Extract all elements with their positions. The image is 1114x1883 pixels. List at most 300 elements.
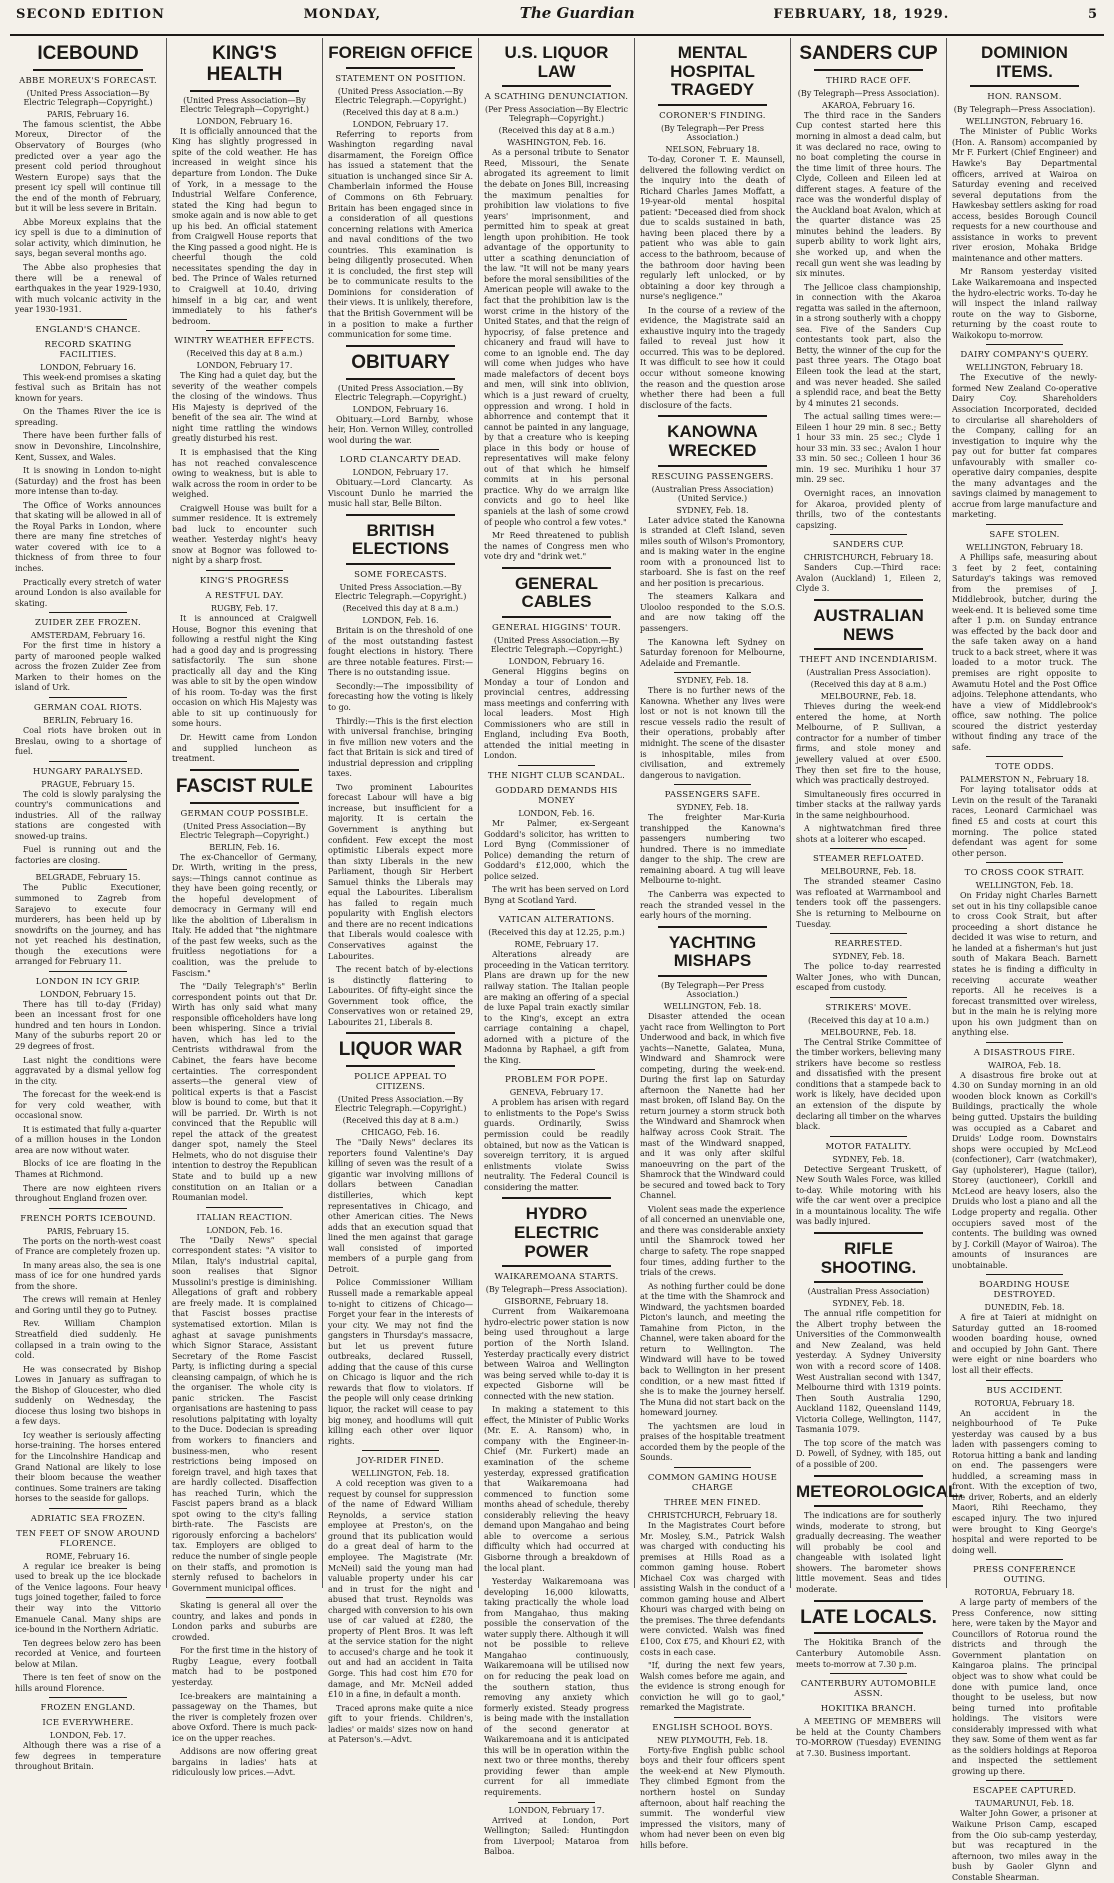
story-paragraph: Obituary.—Lord Barnby, whose heir, Hon. Vernon Willey, controlled wool during the war.: [328, 414, 473, 445]
section-rule: [502, 567, 611, 569]
section-rule: [658, 926, 767, 928]
story-paragraph: The Jellicoe class championship, in connection with the Akaroa regatta was sailed in the afternoon, in a strong southerly with a choppy sea. Five of the Sanders Cup contestants took part, also the Betty, the winner of the cup for the past three years. The Otago boat Eileen took the lead at the start, and was never headed. She sailed a splendid race, and beat the Betty by 4 minutes 21 seconds.: [796, 282, 941, 408]
story-paragraph: Two prominent Labourites forecast Labour will have a big increase, but insufficient for a majority. It is certain the Government is anything but confident. Few except the most optimistic Liberals expect more than sixty Liberals in the new Parliament, though Sir Herbert Samuel thinks the Liberals may equal the Labourites. Liberalism has failed to regain much popularity with English electors and there are no recent indications that Liberals would coalesce with Conservatives against the Labourites.: [328, 782, 473, 961]
story-divider: [986, 1380, 1063, 1381]
story-headline: FOREIGN OFFICE: [328, 43, 473, 62]
story-dateline: SYDNEY, Feb. 18.: [832, 1299, 905, 1309]
story-paragraph: The Minister of Public Works (Hon. A. Ransom) accompanied by Mr F. Furkert (Chief Engineer) and Hawke's Bay Departmental officers, arrived at Wairoa on Saturday evening and received several deputations from the Hawkesbay settlers asking for road access, besides Borough Council requests for a new courthouse and assistance in works to prevent river erosion, Mohaka Bridge maintenance and other matters.: [952, 127, 1097, 263]
story-dateline: PALMERSTON N., February 18.: [959, 775, 1090, 785]
story-paragraph: For laying totalisator odds at Levin on the result of the Taranaki races, Leonard Carmichael was fined £5 and costs at court this morning. The police stated defendant was agent for some other person.: [952, 785, 1097, 858]
masthead: [10, 4, 1104, 36]
story-dateline: LONDON, Feb. 16.: [362, 616, 439, 626]
story-paragraph: It is announced at Craigwell House, Bognor this evening that following a restful night the King had a good day and is progressing satisfactorily. The sun shone practically all day and the King was able to sit by the open window of his room. To-day was the first occasion on which His Majesty was able to sit up continuously for some hours.: [172, 614, 317, 729]
story-subheading: SAFE STOLEN.: [989, 529, 1060, 540]
story-dateline: TAUMARUNUI, Feb. 18.: [975, 1799, 1074, 1809]
story-dateline: LONDON, February 17.: [352, 119, 449, 129]
story-dateline: SYDNEY, Feb. 18.: [832, 1154, 905, 1164]
headline-rule: [658, 975, 767, 977]
headline-rule: [346, 378, 455, 380]
story-divider: [49, 869, 127, 870]
story-paragraph: It is officially announced that the King has slightly progressed in spite of the cold weather. He has increased in weight since his departure from London. The Duke of York, in a message to the Industrial Welfare Conference, stated the King had begun to smoke again and is now able to get up his bed. An official statement from Craigwell House reports that the King passed a good night. He is cheerful though the cold necessitates spending the day in bed. The Prince of Wales returned to Craigwell at 10.40, driving himself in a big car, and went immediately to his father's bedroom.: [172, 126, 317, 326]
story-dateline: PARIS, February 16.: [46, 109, 130, 119]
story-paragraph: A regular ice breaker is being used to break up the ice blockade of the Venice lagoons. Four heavy tugs joined together, failed to force their way into the Vittorio Emanuele Canal. Many ships are ice-bound in the Northern Adriatic.: [15, 1561, 161, 1635]
story-headline: RIFLE SHOOTING.: [820, 1238, 917, 1277]
headline-rule: [814, 1505, 923, 1507]
wire-credit: (United Press Association—By Electric Telegraph—Copyright.): [179, 95, 310, 114]
story-paragraph: Current from Waikaremoana hydro-electric power station is now being used throughout a large portion of the North Island. Yesterday practically every district between Wairoa and Wellington was being served while to-day it is expected Gisborne will be connected with the new station.: [484, 1307, 629, 1401]
story-subheading: SOME FORECASTS.: [354, 570, 447, 581]
story-paragraph: The Abbe also prophesies that there will be a renewal of earthquakes in the year 1929-1930, with much volcanic activity in the year 1930-1931.: [15, 263, 161, 315]
story-dateline: LONDON, February 17.: [196, 361, 293, 371]
headline-rule: [814, 69, 923, 71]
received-note: (Received this day at 8 a.m.): [810, 680, 927, 690]
story-paragraph: The writ has been served on Lord Byng at Scotland Yard.: [484, 885, 629, 905]
story-divider: [830, 848, 907, 849]
story-dateline: LONDON, February 16.: [352, 404, 449, 414]
story-divider: [49, 319, 127, 320]
received-note: (Received this day at 8 a.m.): [342, 604, 459, 614]
story-paragraph: Mr Palmer, ex-Sergeant Goddard's solicitor, has written to Lord Byng (Commissioner of Police) demanding the return of Goddard's £12,000, which the police seized.: [484, 819, 629, 881]
story-dateline: WASHINGTON, Feb. 16.: [507, 138, 606, 148]
story-subheading-secondary: ICE EVERYWHERE.: [42, 1718, 134, 1729]
story-paragraph: A large party of members of the Press Conference, now sitting here, were taken by the Mayor and Councillors of Rotorua round the districts and through the Government plantation on Kaingaroa plains. The principal object was to show what could be done with pumice land, once thought to be useless, but now being turned into profitable holdings. The visitors were considerably impressed with what they saw. Some of them went as far as the soldiers holdings at Reporoa and inspected the settlement growing up there.: [952, 1598, 1097, 1776]
story-subheading: FRENCH PORTS ICEBOUND.: [20, 1213, 156, 1224]
story-divider: [986, 344, 1063, 345]
section-rule: [814, 1475, 923, 1477]
story-paragraph: There is no further news of the Kanowna. Whether any lives were lost or not is not known till the rescue vessels radio the result of their operations, probably after midnight. The scene of the disaster is inhospitable, miles from civilisation, and extremely dangerous to navigation.: [640, 686, 785, 780]
headline-rule: [346, 1065, 455, 1067]
story-headline: DOMINION ITEMS.: [981, 43, 1068, 81]
story-dateline: WAIROA, Feb. 18.: [988, 1060, 1061, 1070]
story-subheading-secondary: THREE MEN FINED.: [664, 1497, 761, 1508]
story-dateline: LONDON, February 17.: [352, 468, 449, 478]
story-paragraph: Ice-breakers are maintaining a passageway on the Thames, but the river is completely frozen over above Oxford. There is much pack-ice on the upper reaches.: [172, 1691, 317, 1743]
story-subheading: GENERAL HIGGINS' TOUR.: [491, 623, 622, 634]
story-dateline: NEW PLYMOUTH, Feb. 18.: [657, 1735, 768, 1745]
wire-credit: (Australian Press Association) (United Service.): [651, 484, 774, 503]
section-rule: [502, 1197, 611, 1199]
story-dateline: CHRISTCHURCH, February 18.: [647, 1510, 778, 1520]
story-headline: YACHTING MISHAPS: [668, 932, 757, 971]
story-dateline: LONDON, Feb. 17.: [49, 1731, 127, 1741]
story-subheading: TOTE ODDS.: [994, 762, 1055, 773]
story-headline: KANOWNA WRECKED: [667, 422, 758, 460]
story-divider: [206, 1597, 283, 1598]
wire-credit: (United Press Association—By Electric Telegraph—Copyright.): [23, 88, 153, 107]
story-dateline: LONDON, February 17.: [508, 1805, 605, 1815]
story-paragraph: Disaster attended the ocean yacht race from Wellington to Port Underwood and back, in which five yachts—Nanette, Galatea, Muna, Windward and Shamrock were competing, during the week-end. During the first lap on Saturday afternoon the Nanette had her mast broken, off Island Bay. On the return journey a storm struck both the Windward and Shamrock when halfway across Cook Strait. The mast of the Windward snapped, and it was only after skilful manoeuvring on the part of the Shamrock that the Windward could be secured and towed back to Tory Channel.: [640, 1011, 785, 1201]
story-dateline: CHRISTCHURCH, February 18.: [803, 553, 934, 563]
story-paragraph: The stranded steamer Casino was refloated at Warrnambool and tenders took off the passengers. She is returning to Melbourne on Tuesday.: [796, 877, 941, 929]
story-subheading-secondary: TEN FEET OF SNOW AROUND FLORENCE.: [16, 1528, 160, 1549]
story-dateline: LONDON, February 16.: [196, 116, 293, 126]
story-paragraph: The Canberra was expected to reach the stranded vessel in the early hours of the morning.: [640, 889, 785, 921]
story-divider: [518, 1802, 595, 1803]
story-paragraph: It is emphasised that the King has not reached convalescence owing to weakness, but is able to walk across the room in order to be weighed.: [172, 448, 317, 500]
story-headline: MENTAL HOSPITAL TRAGEDY: [670, 43, 755, 100]
news-column: [10, 38, 166, 1772]
story-subheading: ABBE MOREUX'S FORECAST.: [19, 75, 157, 86]
section-rule: [814, 599, 923, 601]
story-dateline: AMSTERDAM, February 16.: [30, 631, 146, 641]
story-subheading: JOY-RIDER FINED.: [357, 1456, 444, 1467]
received-note: (Received this day at 8 a.m.): [342, 1116, 459, 1126]
story-subheading: POLICE APPEAL TO CITIZENS.: [354, 1072, 447, 1093]
story-dateline: LONDON, February 16.: [40, 362, 136, 372]
story-headline: METEOROLOGICAL.: [796, 1481, 964, 1501]
story-paragraph: Police Commissioner William Russell made a remarkable appeal to-night to citizens of Chicago—Forget your fear in the interests of your city. We may not find the gangsters in Thursday's massacre, but let us prevent future outbreaks, declared Russell, adding that the cause of this curse on Chicago is liquor and the rich rewards that flow to violators. If the people will only cease drinking liquor, the racket will cease to pay big money, and hoodlums will quit killing each other over liquor rights.: [328, 1278, 473, 1446]
story-subheading: THE NIGHT CLUB SCANDAL.: [487, 771, 626, 781]
section-rule: [814, 1600, 923, 1602]
headline-rule: [346, 67, 455, 69]
story-dateline: MELBOURNE, Feb. 18.: [820, 867, 917, 877]
story-divider: [986, 1780, 1063, 1781]
story-headline: OBITUARY: [351, 351, 450, 373]
story-paragraph: The Public Executioner, summoned to Zagreb from Sarajevo to execute four murderers, has been held up by snowdrifts on the journey, and has not yet reached his destination, though the executions were arranged for February 11.: [15, 883, 161, 967]
news-column: [478, 38, 634, 1857]
edition-label: SECOND EDITION: [16, 7, 165, 22]
story-paragraph: Ten degrees below zero has been recorded at Venice, and fourteen below at Milan.: [15, 1638, 161, 1669]
story-subheading: ITALIAN REACTION.: [196, 1212, 293, 1223]
story-paragraph: Secondly:—The impossibility of forecasting how the voting is likely to go.: [328, 681, 473, 712]
story-dateline: BERLIN, Feb. 16.: [209, 842, 280, 852]
story-paragraph: A problem has arisen with regard to enlistments to the Pope's Swiss guards. Ordinarily, Swiss permission could be readily obtained, but now as the Vatican is sovereign territory, it is argued enlistments violate Swiss neutrality. The Federal Council is considering the matter.: [484, 1098, 629, 1192]
story-subheading: STRIKERS' MOVE.: [825, 1002, 912, 1013]
story-dateline: WELLINGTON, February 16.: [965, 117, 1084, 127]
story-paragraph: Walter John Gower, a prisoner at Waikune Prison Camp, escaped from the Oio sub-camp yesterday, but was recaptured in the afternoon, two miles away in the bush by Gaoler Glynn and Constable Shearman.: [952, 1809, 1097, 1882]
story-paragraph: Overnight races, an innovation for Akaroa, provided plenty of thrills, two of the contestants capsizing.: [796, 489, 941, 530]
story-headline: BRITISH ELECTIONS: [351, 520, 450, 559]
story-headline: GENERAL CABLES: [514, 573, 599, 612]
wire-credit: (United Press Association.—By Electric Telegraph.—Copyright.): [334, 383, 467, 402]
wire-credit: (Received this day at 10 a.m.): [808, 1015, 929, 1025]
story-divider: [518, 1069, 595, 1070]
story-divider: [986, 1042, 1063, 1043]
story-subheading: FROZEN ENGLAND.: [40, 1703, 136, 1714]
story-subheading: PROBLEM FOR POPE.: [505, 1075, 608, 1086]
story-dateline: AKAROA, February 16.: [822, 100, 915, 110]
story-dateline: LONDON, February 16.: [508, 657, 605, 667]
story-divider: [830, 1673, 907, 1674]
story-paragraph: Rev. William Champion Streatfield died suddenly. He collapsed in a train owing to the cold.: [15, 1319, 161, 1361]
story-divider: [49, 971, 127, 972]
story-dateline: GENEVA, February 17.: [509, 1088, 604, 1098]
headline-rule: [502, 616, 611, 618]
story-paragraph: The crews will remain at Henley and Goring until they go to Putney.: [15, 1295, 161, 1315]
wire-credit: (Australian Press Association): [807, 1287, 930, 1297]
story-paragraph: Mr Ransom yesterday visited Lake Waikaremoana and inspected the hydro-electric works. To-day he will inspect the inland railway route on the way to Gisborne, returning by the coast route to Waikokopu to-morrow.: [952, 267, 1097, 340]
issue-date: FEBRUARY, 18, 1929.: [773, 7, 950, 22]
story-paragraph: The ports on the north-west coast of France are completely frozen up.: [15, 1236, 161, 1257]
issue-day: MONDAY,: [303, 7, 382, 22]
story-headline: FASCIST RULE: [175, 775, 314, 797]
story-subheading: LORD CLANCARTY DEAD.: [339, 455, 462, 466]
story-subheading-secondary: RECORD SKATING FACILITIES.: [44, 339, 132, 360]
story-divider: [986, 524, 1063, 525]
story-dateline: ROTORUA, February 18.: [974, 1588, 1075, 1598]
story-paragraph: Detective Sergeant Truskett, of New South Wales Force, was killed to-day. While motoring with his wife the car went over a precipice in a mountainous locality. The wife was badly injured.: [796, 1164, 941, 1227]
story-divider: [674, 1717, 751, 1718]
section-rule: [190, 769, 299, 771]
story-dateline: ROME, February 16.: [45, 1551, 131, 1561]
story-divider: [518, 765, 595, 766]
story-dateline: WELLINGTON, February 18.: [965, 363, 1084, 373]
story-dateline: CHICAGO, Feb. 16.: [361, 1128, 440, 1138]
story-divider: [206, 1207, 283, 1208]
story-paragraph: In the course of a review of the evidence, the Magistrate said an exhaustive inquiry into the tragedy failed to reveal just how it occurred. This was to be deplored. It was difficult to see how it could occur without someone knowing the reason and the question arose whether there had been a full disclosure of the facts.: [640, 305, 785, 410]
story-headline: LATE LOCALS.: [800, 1606, 937, 1628]
story-dateline: WELLINGTON, Feb. 18.: [663, 1001, 762, 1011]
wire-credit: (By Telegraph—Press Association).: [485, 1285, 628, 1295]
story-paragraph: The "Daily News" special correspondent states: "A visitor to Milan, Italy's industrial capital, soon realises that Signor Mussolini's prestige is diminishing. Allegations of graft and robbery are freely made. It is complained that Fascist bosses practise systematised extortion. Milan is aghast at savage punishments which Signor Starace, Assistant Secretary of the Rome Fascist Party, is inflicting during a special cleansing campaign, of which he is the organiser. The whole city is panic stricken. The Fascist organisations are hastening to pass resolutions palpitating with loyalty to the Duce. Dodecian is spreading from workers to financiers and business-men, who resent restrictions being imposed on foreign travel, and high taxes that are hardly collected. Disaffection has reached Turin, which the Fascist papers brand as a black spot owing to the city's falling birth-rate. The Fascists are rigorously enforcing a bachelors' tax. Employers are obliged to reduce the number of single people on their staffs, and promotion is sternly refused to bachelors in Government municipal offices.: [172, 1235, 317, 1593]
story-paragraph: Mr Reed threatened to publish the names of Congress men who vote dry and "drink wet.": [484, 531, 629, 562]
story-paragraph: Violent seas made the experience of all concerned an unenviable one, and there was considerable anxiety until the Shamrock towed her charge to safety. The rope snapped four times, adding further to the trials of the crews.: [640, 1204, 785, 1278]
story-paragraph: Thirdly:—This is the first election with universal franchise, bringing in five million new voters and the fact that Britain is sick and tired of industrial depression and crippling taxes.: [328, 716, 473, 779]
section-rule: [346, 514, 455, 516]
story-paragraph: On Friday night Charles Barnett set out in his tiny collapsible canoe to cross Cook Strait, but after proceeding a short distance he decided it was wise to return, and he landed at a fisherman's hut just south of Makara Beach. Barnett states he is finding a difficulty in receiving accurate weather reports. All he receives is a forecast transmitted over wireless, but in the main he is relying more upon his own judgment than on anything else.: [952, 891, 1097, 1038]
story-paragraph: The cold is slowly paralysing the country's communications and industries. All of the railway stations are congested with snowed-up trains.: [15, 789, 161, 841]
news-column: [946, 38, 1102, 1882]
story-dateline: NELSON, February 18.: [665, 145, 760, 155]
story-paragraph: Coal riots have broken out in Breslau, owing to a shortage of fuel.: [15, 725, 161, 757]
story-dateline: WELLINGTON, Feb. 18.: [975, 881, 1074, 891]
story-headline: LIQUOR WAR: [338, 1039, 463, 1061]
story-paragraph: For the first time in the history of Rugby League, every football match had to be postponed yesterday.: [172, 1646, 317, 1688]
wire-credit: (By Telegraph—Per Press Association.): [660, 980, 765, 999]
story-divider: [986, 1559, 1063, 1560]
story-dateline: SYDNEY, Feb. 18.: [676, 803, 749, 813]
story-paragraph: "If, during the next few years, Walsh comes before me again, and the evidence is strong enough for conviction he will go to gaol," remarked the Magistrate.: [640, 1661, 785, 1713]
story-paragraph: As nothing further could be done at the time with the Shamrock and Windward, the yachtsmen boarded Picton's launch, and meeting the Tamahine from Picton, in the Channel, were taken aboard for the return to Wellington. The Windward will have to be towed back to Wellington in her present condition, or a new mast fitted if she is to make the journey herself. The Muna did not start back on the homeward journey.: [640, 1281, 785, 1418]
story-dateline: SYDNEY, Feb. 18.: [832, 952, 905, 962]
story-dateline: DUNEDIN, Feb. 18.: [984, 1303, 1065, 1313]
story-dateline: MELBOURNE, Feb. 18.: [820, 1027, 917, 1037]
section-rule: [814, 1232, 923, 1234]
story-divider: [830, 933, 907, 934]
story-paragraph: Skating is general all over the country, and lakes and ponds in London parks and suburbs are crowded.: [172, 1601, 317, 1642]
story-subheading: REARRESTED.: [834, 939, 903, 950]
story-divider: [49, 1208, 127, 1209]
wire-credit: (Received this day at 8 a.m.): [186, 349, 303, 359]
story-paragraph: Last night the conditions were aggravated by a dismal yellow fog in the city.: [15, 1055, 161, 1086]
story-subheading: ENGLISH SCHOOL BOYS.: [652, 1722, 773, 1733]
story-paragraph: For the first time in history a party of marooned people walked across the frozen Zuider Zee from Marken to their homes on the island of Urk.: [15, 641, 161, 693]
story-paragraph: Obituary.—Lord Clancarty. As Viscount Dunlo he married the music hall star, Belle Bilton.: [328, 478, 473, 509]
headline-rule: [346, 563, 455, 565]
story-divider: [49, 1697, 127, 1698]
story-paragraph: The famous scientist, the Abbe Moreux, Director of the Observatory of Bourges (who predicted over a year ago the present cold period throughout Western Europe) says that the present icy spell will continue till the end of the month of February, but it will be less severe in Britain.: [15, 119, 161, 214]
story-subheading-secondary: HOKITIKA BRANCH.: [820, 1704, 917, 1715]
story-paragraph: The Executive of the newly-formed New Zealand Co-operative Dairy Coy. Shareholders Association Incorporated, decided to circularise all shareholders of the Company, calling for an investigation to inquire why the pay out for butter fat compares unfavourably with smaller co-operative dairy companies, despite the many advantages and the savings claimed by management to accrue from large manufacture and marketing.: [952, 373, 1097, 520]
story-paragraph: The Office of Works announces that skating will be allowed in all of the Royal Parks in London, where there are many fine stretches of water covered with ice to a thickness of from three to four inches.: [15, 500, 161, 574]
story-subheading: DAIRY COMPANY'S QUERY.: [960, 350, 1089, 361]
story-paragraph: Fuel is running out and the factories are closing.: [15, 845, 161, 865]
story-paragraph: A fire at Taieri at midnight on Saturday gutted an 18-roomed wooden boarding house, owned and occupied by John Gant. There were eight or nine boarders who lost all their effects.: [952, 1313, 1097, 1375]
story-divider: [830, 997, 907, 998]
story-subheading: HON. RANSOM.: [987, 92, 1062, 103]
story-subheading: LONDON IN ICY GRIP.: [35, 976, 141, 987]
headline-rule: [970, 85, 1079, 87]
story-paragraph: The "Daily Telegraph's" Berlin correspondent points out that Dr. Wirth has only said what many responsible officeholders have long been whispering. Since a trivial haven, which has led to the Centrists withdrawal from the Cabinet, the fears have become certainties. The correspondent asserts—the general view of political experts is that a Fascist blow is bound to come, but that it will be parried. Dr. Wirth is not convinced that the Republic will repel the attack of the greatest danger spot, namely the Steel Helmets, who do not disguise their intention to destroy the Republican State and to build up a new constitution on an Italian or a Roumanian model.: [172, 982, 317, 1203]
story-subheading: STATEMENT ON POSITION.: [335, 73, 466, 84]
story-subheading: A DISASTROUS FIRE.: [973, 1047, 1076, 1058]
story-divider: [49, 697, 127, 698]
section-rule: [346, 345, 455, 347]
story-paragraph: To-day, Coroner T. E. Maunsell, delivered the following verdict on the inquiry into the death of Richard Charles James Moffatt, a 19-year-old mental hospital patient: "Deceased died from shock due to scalds sustained in bath, having been placed there by a patient who was able to gain access to the bathroom, because of the bathroom door having been regularly left unlocked, or by obtaining a door key through a nurse's negligence.": [640, 155, 785, 302]
story-subheading: THEFT AND INCENDIARISM.: [799, 655, 938, 666]
story-subheading: PASSENGERS SAFE.: [664, 790, 761, 801]
story-subheading: ENGLAND'S CHANCE.: [35, 324, 141, 335]
story-paragraph: The Kanowna left Sydney on Saturday forenoon for Melbourne, Adelaide and Fremantle.: [640, 637, 785, 668]
story-paragraph: A Phillips safe, measuring about 3 feet by 2 feet, containing Saturday's takings was removed from the premises of J. Middlebrook, butcher, during the week-end. It is believed some time after 1 p.m. on Sunday entrance was effected by the back door and the safe taken away on a hand truck to a back street, where it was loaded to a motor truck. The premises are right opposite to Awamutu Hotel and the Post Office adjoins. Telephone attendants, who have a view of Middlebrook's office, saw nothing. The police scoured the district yesterday without finding any trace of the safe.: [952, 552, 1097, 752]
story-divider: [362, 449, 439, 450]
story-paragraph: He was consecrated by Bishop Lowes in January as suffragan to the Bishop of Gloucester, who died suddenly on Wednesday, the diocese thus losing two bishops in a few days.: [15, 1364, 161, 1427]
story-paragraph: Addisons are now offering great bargains in ladies' hats at ridiculously low prices.—Advt.: [172, 1747, 317, 1778]
story-paragraph: Blocks of ice are floating in the Thames at Richmond.: [15, 1159, 161, 1179]
wire-credit: (United Press Association—By Electric Telegraph—Copyright.): [179, 821, 310, 840]
story-paragraph: A cold reception was given to a request by counsel for suppression of the name of Edward William Reynolds, a service station employee at Preston's, on the ground that its publication would do a great deal of harm to the employee. The Magistrate (Mr. McNeil) said the young man had valuable property under his car and in trust for the night and abused that trust. Reynolds was charged with conversion to his own use of car valued at £280, the property of Plent Bros. It was left at the service station for the night to accused's charge and he took it out and had an accident in Taita Gorge. This had cost him £70 for damage, and Mr. McNeil added £10 in a fine, in default a month.: [328, 1479, 473, 1700]
story-paragraph: The Hokitika Branch of the Canterbury Automobile Assn. meets to-morrow at 7.30 p.m.: [796, 1638, 941, 1669]
story-paragraph: It is snowing in London to-night (Saturday) and the frost has been more intense than to-day.: [15, 466, 161, 497]
headline-rule: [502, 85, 611, 87]
story-divider: [206, 330, 283, 331]
story-paragraph: Although there was a rise of a few degrees in temperature throughout Britain.: [15, 1741, 161, 1772]
story-subheading: VATICAN ALTERATIONS.: [498, 915, 615, 926]
story-divider: [362, 1450, 439, 1451]
story-subheading: ESCAPEE CAPTURED.: [972, 1786, 1077, 1797]
wire-credit: (Australian Press Association).: [806, 668, 931, 678]
story-subheading: ADRIATIC SEA FROZEN.: [30, 1513, 146, 1524]
story-paragraph: Simultaneously fires occurred in timber stacks at the railway yards in the same neighbourhood.: [796, 789, 941, 820]
story-divider: [674, 784, 751, 785]
story-paragraph: The forecast for the week-end is for very cold weather, with occasional snow.: [15, 1090, 161, 1121]
story-dateline: LONDON, Feb. 16.: [518, 809, 595, 818]
story-subheading: GERMAN COUP POSSIBLE.: [180, 808, 309, 819]
story-dateline: BERLIN, February 16.: [42, 715, 134, 725]
story-subheading-secondary: GODDARD DEMANDS HIS MONEY: [495, 786, 618, 806]
story-divider: [674, 1467, 751, 1468]
story-subheading: THIRD RACE OFF.: [826, 75, 911, 86]
story-paragraph: A disastrous fire broke out at 4.30 on Sunday morning in an old wooden block known as Corkill's Buildings, practically the whole being gutted. Upstairs the building was occupied as a Cabaret and Druids' Lodge room. Downstairs shops were occupied by McLeod (confectioner), Carr (watchmaker), Gay (upholsterer), Hague (tailor), Storey (auctioneer), Corkill and McLeod are heavy losers, also the Druids who lost a piano and all the Lodge property and regalia. Other occupiers saved most of the contents. The building was owned by J. Corkill (Mayor of Wairoa). The amounts of insurances are unobtainable.: [952, 1070, 1097, 1270]
story-paragraph: In many areas also, the sea is one mass of ice for one hundred yards from the shore.: [15, 1260, 161, 1291]
story-divider: [986, 756, 1063, 757]
story-paragraph: Practically every stretch of water around London is also available for skating.: [15, 577, 161, 608]
story-paragraph: Referring to reports from Washington regarding naval disarmament, the Foreign Office has issued a statement that the situation is unchanged since Sir A. Chamberlain informed the House of Commons on 6th February. Britain has been engaged since in a consideration of all questions concerning relations with America and naval conditions of the two countries. This examination is being diligently prosecuted. When it is concluded, the first step will be to communicate results to the Dominions for consideration of their views. It is unlikely, therefore, that the British Government will be in a position to make a further communication for some time.: [328, 129, 473, 340]
story-headline: HYDRO ELECTRIC POWER: [514, 1204, 599, 1261]
story-paragraph: There has till to-day (Friday) been an incessant frost for one hundred and ten hours in London. Many of the suburbs report 20 or 29 degrees of frost.: [15, 999, 161, 1051]
story-paragraph: On the Thames River the ice is spreading.: [15, 407, 161, 427]
story-subheading: SANDERS CUP.: [832, 540, 905, 551]
story-dateline: LONDON, February 15.: [40, 989, 136, 999]
wire-credit: (United Press Association.—By Electric Telegraph.—Copyright.): [490, 636, 623, 655]
wire-credit: (United Press Association.—By Electric Telegraph.—Copyright.): [334, 1095, 467, 1114]
story-dateline: SYDNEY, Feb. 18.: [676, 676, 749, 686]
story-dateline: PRAGUE, February 15.: [41, 779, 135, 789]
story-paragraph: The "Daily News" declares its reporters found Valentine's Day killing of seven was the result of a gigantic war involving millions of dollars between Canadian distilleries, which kept representatives in Chicago, and other American cities. The News adds that an execution squad that lined the men against that garage wall consisted of imported members of a purple gang from Detroit.: [328, 1138, 473, 1274]
section-rule: [658, 415, 767, 417]
headline-rule: [190, 90, 299, 92]
story-paragraph: A nightwatchman fired three shots at a loiterer who escaped.: [796, 824, 941, 844]
story-subheading: GERMAN COAL RIOTS.: [33, 702, 143, 713]
story-paragraph: Forty-five English public school boys and their four officers spent the week-end at New Plymouth. They climbed Egmont from the northern hostel on Sunday afternoon, about half reaching the summit. The wonderful view impressed the visitors, many of whom had never been on even big hills before.: [640, 1745, 785, 1850]
story-paragraph: The annual rifle competition for the Albert trophy between the Universities of the Commonwealth and New Zealand, was held yesterday. A Sydney University won with a record score of 1408. West Australian second with 1347, Melbourne third with 1319 points. Then South Australia 1290, Auckland 1182, Queensland 1149, Victoria College, Wellington, 1147, Tasmania 1079.: [796, 1309, 941, 1435]
received-note: (Received this day at 8 a.m.): [342, 107, 459, 117]
story-subheading: COMMON GAMING HOUSE CHARGE: [647, 1472, 778, 1493]
story-dateline: ROTORUA, February 18.: [974, 1398, 1075, 1408]
story-paragraph: Traced aprons make quite a nice gift to your friends. Children's, ladies' or maids' sizes now on hand at Paterson's.—Advt.: [328, 1703, 473, 1745]
story-paragraph: It is estimated that fully a-quarter of a million houses in the London area are now without water.: [15, 1124, 162, 1155]
story-divider: [49, 1508, 127, 1509]
story-paragraph: In making a statement to this effect, the Minister of Public Works (Mr. E. A. Ransom) who, in company with the Engineer-in-Chief (Mr. Furkert) made an examination of the scheme yesterday, expressed gratification that Waikaremoana had commenced to function some months ahead of schedule, thereby considerably relieving the heavy demand upon Mangahao and being able to overcome a serious difficulty which had occurred at Gisborne through a breakdown of the local plant.: [484, 1405, 629, 1573]
story-paragraph: The ex-Chancellor of Germany, Dr. Wirth, writing in the press, says:—Things cannot continue as they have been going recently, or the hopeful development of democracy in Germany will end like the abolition of Liberalism in Italy. He added that "the nightmare of the past few weeks, such as the fruitless negotiations for a coalition, was the prelude to Fascism.": [172, 852, 317, 978]
story-subheading: WINTRY WEATHER EFFECTS.: [174, 336, 315, 347]
story-paragraph: The yachtsmen are loud in praises of the hospitable treatment accorded them by the people of the Sounds.: [640, 1421, 785, 1463]
news-column: [166, 38, 322, 1778]
story-subheading: RESCUING PASSENGERS.: [651, 471, 774, 482]
story-paragraph: Craigwell House was built for a summer residence. It is extremely bad luck to encounter such weather. Yesterday night's heavy snow at Bognor was followed to-night by a sharp frost.: [172, 503, 317, 566]
story-divider: [49, 761, 127, 762]
story-paragraph: Sanders Cup.—Third race: Avalon (Auckland) 1, Eileen 2, Clyde 3.: [796, 563, 941, 594]
story-dateline: LONDON, Feb. 16.: [206, 1225, 283, 1235]
story-paragraph: Britain is on the threshold of one of the most outstanding fastest fought elections in history. There are three notable features. First:—There is no outstanding issue.: [328, 626, 473, 678]
story-paragraph: There is ten feet of snow on the hills around Florence.: [15, 1673, 161, 1693]
story-subheading: BOARDING HOUSE DESTROYED.: [979, 1280, 1070, 1301]
news-column: [322, 38, 478, 1745]
wire-credit: (By Telegraph—Press Association).: [797, 88, 940, 98]
paper-name: The Guardian: [519, 4, 635, 22]
story-divider: [986, 1274, 1063, 1275]
story-paragraph: The third race in the Sanders Cup contest started here this morning in almost a dead calm, but it was declared no race, owing to no boat completing the course in the time limit of three hours. The Clyde, Colleen and Eileen led at different stages. A feature of the race was the wonderful display of the Auckland boat Avalon, which at the quarter distance was 25 minutes behind the leaders. By superb ability to work light airs, she worked up, and when the recall gun went she was leading by six minutes.: [796, 110, 941, 279]
story-paragraph: An accident in the neighbourhood of Te Puke yesterday was caused by a bus laden with passengers coming to Rotorua hitting a bank and landing on end. The passengers were huddled, a screaming mass in front. With the exception of two, the driver, Roberts, and an elderly Maori, Rihi Reechamo, they escaped injury. The two injured were brought to King George's hospital and were reported to be doing well.: [952, 1408, 1097, 1555]
wire-credit: (By Telegraph—Press Association).: [953, 105, 1096, 115]
story-paragraph: Dr. Hewitt came from London and supplied luncheon as treatment.: [172, 733, 317, 764]
received-note: (Received this day at 8 a.m.): [498, 126, 615, 136]
news-columns: [10, 38, 1104, 1882]
wire-credit: United Press Association.—By Electric Telegraph.—Copyright.): [334, 583, 467, 602]
story-paragraph: The police to-day rearrested Walter Jones, who with Duncan, escaped from custody.: [796, 962, 941, 993]
story-dateline: WELLINGTON, February 18.: [965, 542, 1084, 552]
story-paragraph: Alterations already are proceeding in the Vatican territory. Plans are drawn up for the new railway station. The Italian people are making an offering of a special de luxe Papal train exactly similar to the King's, except an extra carriage containing a chapel, adorned with a picture of the Madonna by Raphael, a gift from the King.: [484, 950, 629, 1065]
wire-credit: (United Press Association.—By Electric Telegraph.—Copyright.): [334, 86, 467, 105]
story-headline: AUSTRALIAN NEWS: [813, 605, 924, 644]
story-paragraph: In the Magistrates Court before Mr. Mosley, S.M., Patrick Walsh was charged with conducting his premises at Hills Road as a common gaming house. Robert Michael Cox was charged with assisting Walsh in the conduct of a common gaming house and Albert Khouri was charged with being on the premises. The three defendants were convicted. Walsh was fined £100, Cox £75, and Khouri £2, with costs in each case.: [640, 1520, 785, 1657]
story-paragraph: There have been further falls of snow in Devonshire, Lincolnshire, Kent, Sussex, and Wales.: [15, 431, 161, 462]
story-dateline: RUGBY, Feb. 17.: [210, 604, 278, 614]
story-dateline: SYDNEY, Feb. 18.: [676, 505, 749, 515]
story-paragraph: Icy weather is seriously affecting horse-training. The horses entered for the Lincolnshire Handicap and Grand National are likely to lose their bloom because the weather continues. Some trainers are taking horses to the seaside for gallops.: [15, 1430, 161, 1504]
story-divider: [518, 909, 595, 910]
story-paragraph: General Higgins begins on Monday a tour of London and provincial centres, addressing mass meetings and conferring with local leaders. Most High Commissioners who are still in England, including Eva Booth, attended the initial meeting in London.: [484, 667, 629, 761]
story-subheading: TO CROSS COOK STRAIT.: [964, 868, 1085, 879]
story-paragraph: The Central Strike Committee of the timber workers, believing many strikers have become so restless and dissatisfied with the present conditions that a stampede back to work is likely, have decided upon an extension of the dispute by declaring all timber on the wharves black.: [796, 1037, 941, 1132]
story-paragraph: Abbe Moreux explains that the icy spell is due to a diminution of solar activity, which diminution, he says, began several months ago.: [15, 217, 161, 259]
story-divider: [986, 862, 1063, 863]
story-subheading-secondary: A RESTFUL DAY.: [205, 591, 284, 602]
story-dateline: GISBORNE, February 18.: [504, 1297, 609, 1307]
story-dateline: PARIS, February 15.: [46, 1226, 130, 1236]
story-paragraph: The King had a quiet day, but the severity of the weather compels the closing of the windows. Thus His Majesty is deprived of the benefit of the sea air. The wind at night time rattling the windows greatly disturbed his rest.: [172, 371, 317, 444]
story-headline: ICEBOUND: [37, 43, 139, 64]
story-paragraph: The recent batch of by-elections is distinctly flattering to Labourites. Of fifty-eight since the Government took office, the Conservatives won or retained 29, Labourites 21, Liberals 8.: [328, 965, 473, 1027]
headline-rule: [658, 465, 767, 467]
story-subheading: A SCATHING DENUNCIATION.: [484, 92, 629, 103]
story-paragraph: Thieves during the week-end entered the home, at North Melbourne, of P. Sullivan, a contractor for a number of timber firms, and stole money and jewellery valued at over £500. They then set fire to the house, which was practically destroyed.: [796, 702, 941, 786]
story-subheading: CORONER'S FINDING.: [659, 111, 766, 122]
story-dateline: MELBOURNE, Feb. 18.: [820, 692, 917, 702]
story-dateline: BELGRADE, February 15.: [35, 873, 141, 883]
story-dateline: ROME, February 17.: [514, 940, 599, 950]
story-subheading: ZUIDER ZEE FROZEN.: [35, 618, 141, 629]
